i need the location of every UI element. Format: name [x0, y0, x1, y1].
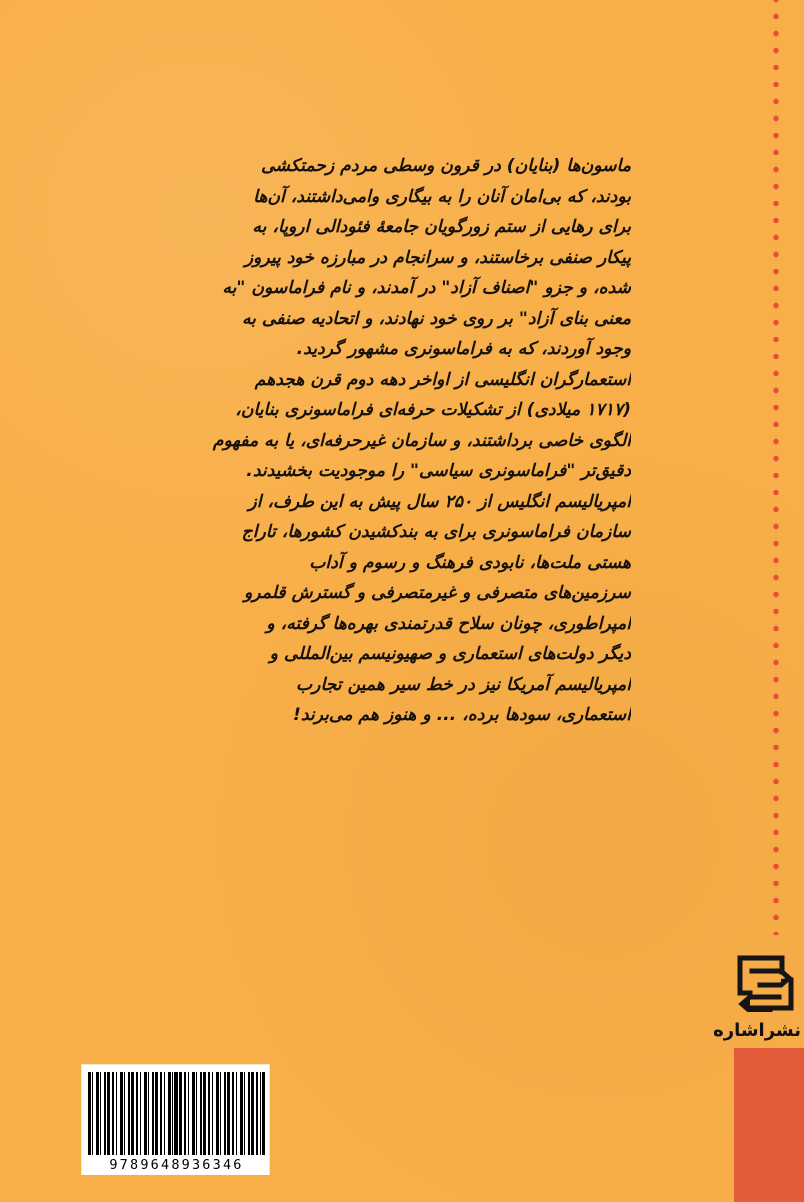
red-dotted-vertical-line	[770, 0, 782, 935]
description-line-4: پیکار صنفی برخاستند، و سرانجام در مبارزه خود پیروز	[244, 247, 631, 268]
description-line-8: استعمارگران انگلیسی از اواخر دهه دوم قرن هجدهم	[254, 369, 631, 390]
description-line-18: امپریالیسم آمریکا نیز در خط سیر همین تجارب	[295, 674, 631, 695]
description-line-15: سرزمین‌های متصرفی و غیرمتصرفی و گسترش قلمرو	[243, 583, 631, 603]
description-line-9: (۱۷۱۷ میلادی) از تشکیلات حرفه‌ای فراماسونری بنایان،	[235, 400, 631, 420]
barcode-number: 9789648936346	[84, 1155, 269, 1175]
barcode-left-guard	[88, 1072, 91, 1162]
barcode-right-guard	[262, 1072, 265, 1162]
description-line-6: معنی بنای آزاد" بر روی خود نهادند، و اتحادیه صنفی به	[241, 308, 631, 329]
description-line-14: هستی ملت‌ها، نابودی فرهنگ و رسوم و آداب	[309, 552, 631, 573]
isbn-barcode	[81, 1064, 270, 1175]
description-line-10: الگوی خاصی برداشتند، و سازمان غیرحرفه‌ای، یا به مفهوم	[212, 430, 631, 451]
description-line-5: شده، و جزو "اصناف آزاد" در آمدند، و نام فراماسون "به	[222, 278, 631, 298]
interlocking-arrows-logo-icon	[733, 954, 797, 1012]
back-cover-description	[155, 151, 631, 801]
barcode-middle-guard	[174, 1072, 177, 1162]
description-line-3: برای رهایی از ستم زورگویان جامعهٔ فئودالی اروپا، به	[252, 217, 631, 237]
description-line-17: دیگر دولت‌های استعماری و صهیونیسم بین‌المللی و	[269, 644, 631, 664]
description-line-1: ماسون‌ها (بنایان) در قرون وسطی مردم زحمتکشی	[261, 156, 631, 176]
description-line-12: امپریالیسم انگلیس از ۲۵۰ سال پیش به این طرف، از	[248, 491, 631, 512]
publisher-name: نشراشاره	[713, 1020, 801, 1041]
description-line-19: استعماری، سودها برده، ... و هنوز هم می‌برند!	[293, 705, 631, 725]
description-line-2: بودند، که بی‌امان آنان را به بیگاری وامی‌داشتند، آن‌ها	[253, 186, 631, 207]
description-line-11: دقیق‌تر "فراماسونری سیاسی" را موجودیت بخشیدند.	[246, 461, 631, 481]
description-line-7: وجود آوردند، که به فراماسونری مشهور گردید.	[296, 339, 631, 359]
red-corner-strip	[734, 1048, 804, 1202]
description-line-13: سازمان فراماسونری برای به بندکشیدن کشورها، تاراج	[241, 522, 631, 542]
description-line-16: امپراطوری، چونان سلاح قدرتمندی بهره‌ها گرفته، و	[266, 613, 631, 634]
